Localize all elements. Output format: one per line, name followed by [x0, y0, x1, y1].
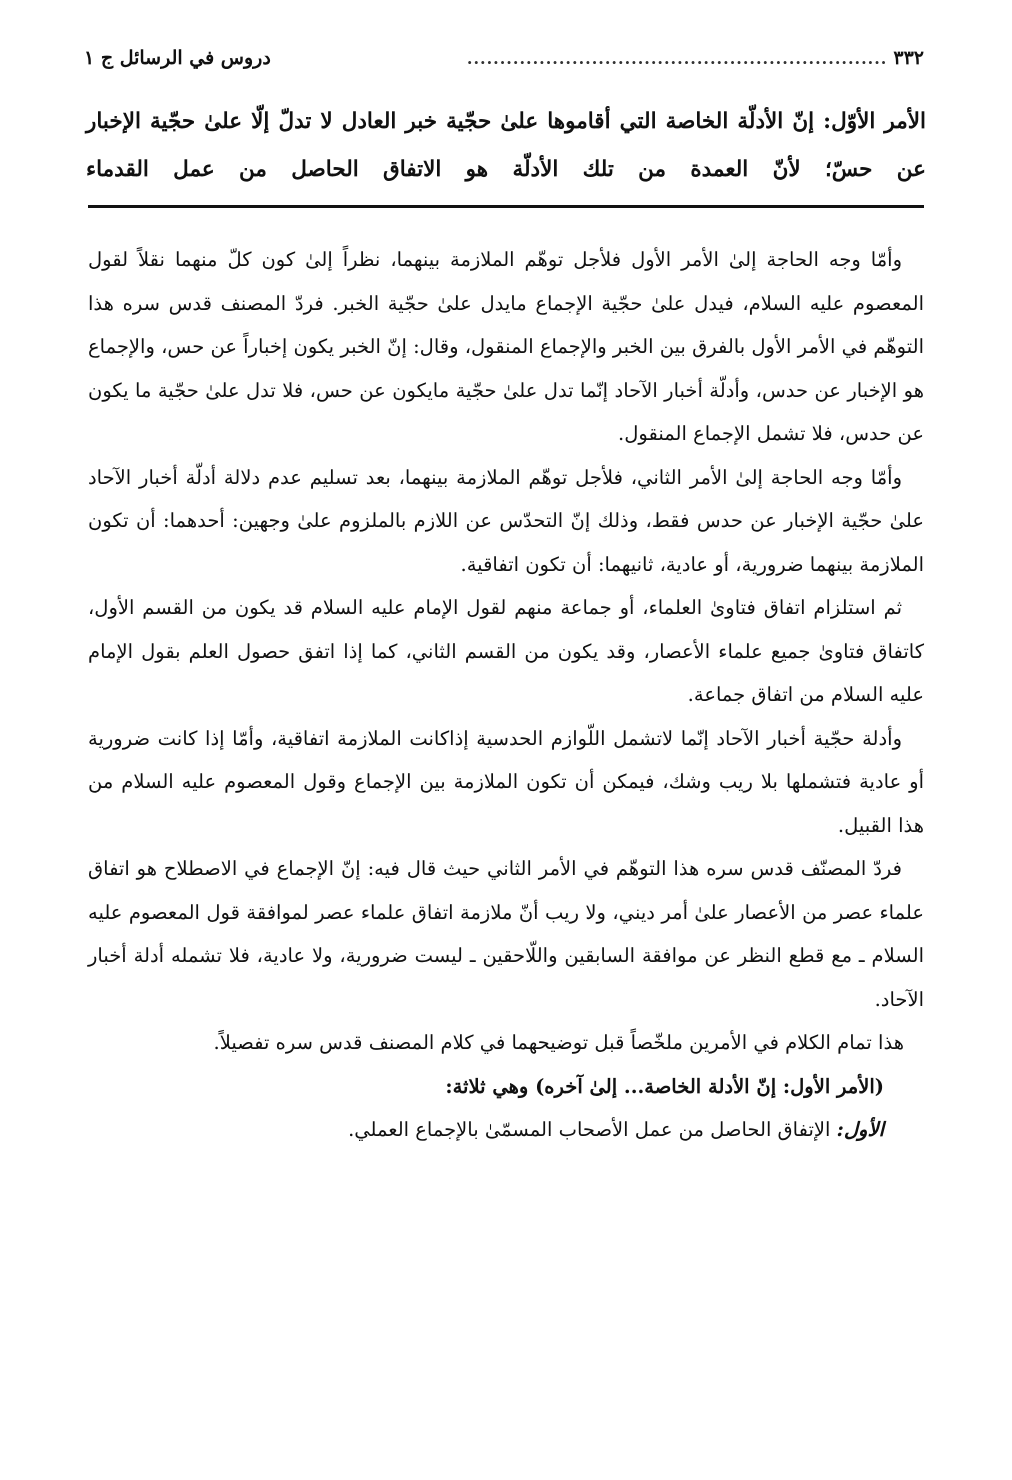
paragraph-2: وأمّا وجه الحاجة إلىٰ الأمر الثاني، فلأجل توهّم الملازمة بينهما، بعد تسليم عدم دلالة أدلّة أخبار الآحاد علىٰ حجّية الإخبار عن حدس فقط، وذلك إنّ التحدّس عن اللازم بالملزوم علىٰ وجهين: أحدهما: أن تكون الملازمة بينهما ضرورية، أو عادية، ثانيهما: أن تكون اتفاقية.: [88, 465, 924, 576]
block-label: الأمر الأوّل:: [823, 109, 926, 134]
running-title: دروس في الرسائل ج ١: [84, 47, 271, 69]
block-text: إنّ الأدلّة الخاصة التي أقاموها علىٰ حجّية خبر العادل لا تدلّ إلّا علىٰ حجّية الإخبار عن حسّ؛ لأنّ العمدة من تلك الأدلّة هو الاتفاق الحاصل من عمل القدماء: [86, 109, 926, 182]
paragraph-6: هذا تمام الكلام في الأمرين ملخّصاً قبل توضيحهما في كلام المصنف قدس سره تفصيلاً.: [213, 1031, 904, 1054]
paragraph-1: وأمّا وجه الحاجة إلىٰ الأمر الأول فلأجل توهّم الملازمة بينهما، نظراً إلىٰ كون كلّ منهما نقلاً لقول المعصوم عليه السلام، فيدل علىٰ حجّية الإجماع مايدل علىٰ حجّية الخبر. فردّ المصنف قدس سره هذا التوهّم في الأمر الأول بالفرق بين الخبر والإجماع المنقول، وقال: إنّ الخبر يكون إخباراً عن حس، والإجماع هو الإخبار عن حدس، وأدلّة أخبار الآحاد إنّما تدل علىٰ حجّية مايكون عن حس، فلا تدل علىٰ حجّية ما يكون عن حدس، فلا تشمل الإجماع المنقول.: [88, 248, 924, 445]
paragraph-8-text: الإتفاق الحاصل من عمل الأصحاب المسمّىٰ بالإجماع العملي.: [348, 1118, 837, 1141]
paragraph-7: (الأمر الأول: إنّ الأدلة الخاصة... إلىٰ آخره) وهي ثلاثة:: [445, 1074, 884, 1098]
separator-rule: [88, 205, 924, 208]
paragraph-8-label: الأول:: [836, 1118, 884, 1141]
paragraph-3: ثم استلزام اتفاق فتاوىٰ العلماء، أو جماعة منهم لقول الإمام عليه السلام قد يكون من القسم الأول، كاتفاق فتاوىٰ جميع علماء الأعصار، وقد يكون من القسم الثاني، كما إذا اتفق حصول العلم بقول الإمام عليه السلام من اتفاق جماعة.: [88, 596, 924, 706]
leader-dots: ................................................................: [466, 48, 888, 68]
page-header: [84, 40, 924, 76]
paragraph-4: وأدلة حجّية أخبار الآحاد إنّما لاتشمل اللّوازم الحدسية إذاكانت الملازمة اتفاقية، وأمّا إذا كانت ضرورية أو عادية فتشملها بلا ريب وشك، فيمكن أن تكون الملازمة بين الإجماع وقول المعصوم عليه السلام من هذا القبيل.: [88, 726, 924, 837]
paragraph-5: فردّ المصنّف قدس سره هذا التوهّم في الأمر الثاني حيث قال فيه: إنّ الإجماع في الاصطلاح هو اتفاق علماء عصر من الأعصار علىٰ أمر ديني، ولا ريب أنّ ملازمة اتفاق علماء عصر لموافقة قول المعصوم عليه السلام ـ مع قطع النظر عن موافقة السابقين واللّاحقين ـ ليست ضرورية، ولا عادية، فلا تشمله أدلة أخبار الآحاد.: [88, 857, 924, 1011]
paragraph-8: [88, 1108, 924, 1152]
page-number: ٣٣٢: [893, 47, 924, 69]
commentary-body: [88, 238, 924, 1152]
quoted-text-block: [86, 98, 926, 194]
